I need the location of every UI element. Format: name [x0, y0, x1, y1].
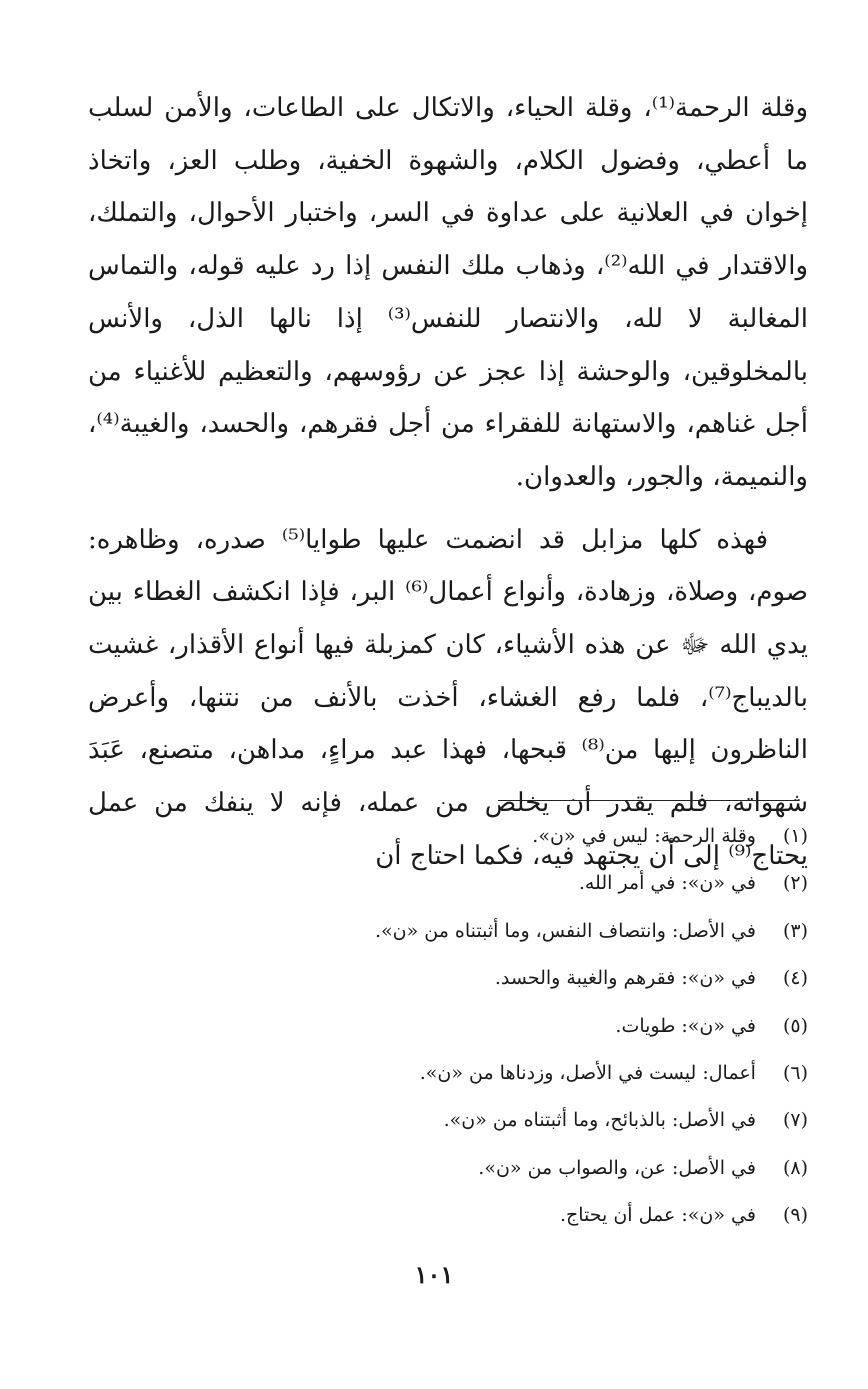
footnote-item	[120, 1192, 808, 1239]
footnote-number: (٣)	[782, 919, 808, 942]
footnote-item	[120, 1097, 808, 1144]
footnote-divider	[498, 800, 798, 801]
footnote-item	[120, 1145, 808, 1192]
footnote-item	[120, 1003, 808, 1050]
main-text	[88, 82, 808, 883]
footnote-text: في «ن»: عمل أن يحتاج.	[559, 1204, 756, 1227]
paragraph: وقلة الرحمة⁽¹⁾، وقلة الحياء، والاتكال على الطاعات، والأمن لسلب ما أعطي، وفضول الكلام، والشهوة الخفية، وطلب العز، واتخاذ إخوان في العلانية على عداوة في السر، واختبار الأحوال، والتملك، والاقتدار في الله⁽²⁾، وذهاب ملك النفس إذا رد عليه قوله، والتماس المغالبة لا لله، والانتصار للنفس⁽³⁾ إذا نالها الذل، والأنس بالمخلوقين، والوحشة إذا عجز عن رؤوسهم، والتعظيم للأغنياء من أجل غناهم، والاستهانة للفقراء من أجل فقرهم، والحسد، والغيبة⁽⁴⁾، والنميمة، والجور، والعدوان.	[88, 93, 809, 492]
footnote-text: في الأصل: عن، والصواب من «ن».	[478, 1156, 756, 1179]
footnotes-list	[120, 813, 808, 1240]
footnote-item	[120, 908, 808, 955]
footnote-number: (٧)	[782, 1109, 808, 1132]
footnote-item	[120, 955, 808, 1002]
page-number: ١٠١	[414, 1260, 454, 1289]
footnote-number: (٢)	[782, 872, 808, 895]
footnote-text: في الأصل: بالذبائح، وما أثبتناه من «ن».	[443, 1109, 756, 1132]
footnote-number: (٤)	[782, 967, 808, 990]
footnote-item	[120, 1050, 808, 1097]
footnote-text: في الأصل: وانتصاف النفس، وما أثبتناه من «ن».	[374, 919, 756, 942]
footnote-text: وقلة الرحمة: ليس في «ن».	[532, 825, 756, 847]
footnote-number: (٦)	[782, 1061, 808, 1084]
footnote-number: (٩)	[782, 1204, 808, 1227]
footnote-number: (٥)	[782, 1014, 808, 1037]
footnote-item	[120, 860, 808, 907]
footnote-text: في «ن»: طويات.	[615, 1014, 756, 1037]
footnote-text: في «ن»: فقرهم والغيبة والحسد.	[494, 967, 756, 990]
footnote-item	[120, 813, 808, 860]
footnote-text: في «ن»: في أمر الله.	[578, 872, 756, 895]
footnote-number: (١)	[782, 825, 808, 847]
paragraph: فهذه كلها مزابل قد انضمت عليها طوايا⁽⁵⁾ صدره، وظاهره: صوم، وصلاة، وزهادة، وأنواع أعمال⁽⁶⁾ البر، فإذا انكشف الغطاء بين يدي الله ﷻ عن هذه الأشياء، كان كمزبلة فيها أنواع الأقذار، غشيت بالديباج⁽⁷⁾، فلما رفع الغشاء، أخذت بالأنف من نتنها، وأعرض الناظرون إليها من⁽⁸⁾ قبحها، فهذا عبد مراءٍ، مداهن، متصنع، عَبَدَ شهواته، فلم يقدر أن يخلص من عمله، فإنه لا ينفك من عمل يحتاج⁽⁹⁾ إلى أن يجتهد فيه، فكما احتاج أن	[88, 524, 808, 871]
footnote-text: أعمال: ليست في الأصل، وزدناها من «ن».	[419, 1061, 756, 1084]
footnote-number: (٨)	[782, 1156, 808, 1179]
